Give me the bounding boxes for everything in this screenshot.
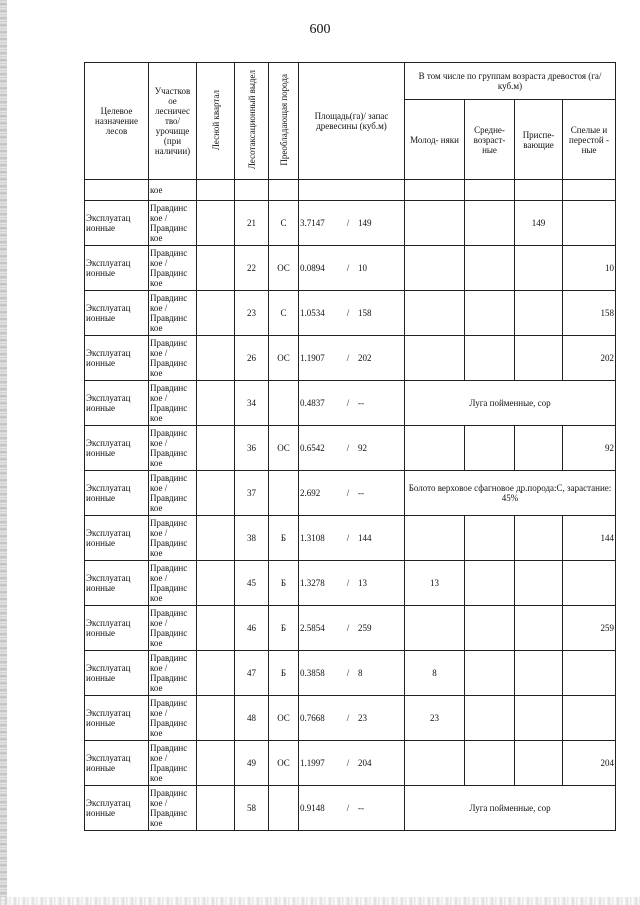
cell-plot: Правдинс кое / Правдинс кое: [149, 291, 197, 336]
header-plot: Участков ое лесничес тво/ урочище (при наличии): [149, 63, 197, 180]
cell-plot: Правдинс кое / Правдинс кое: [149, 201, 197, 246]
wood-volume: --: [358, 398, 364, 408]
cell-area: [299, 381, 405, 426]
cell-allotment: [235, 180, 269, 201]
cell-area: [299, 561, 405, 606]
cell-area: [299, 516, 405, 561]
cell-area: [299, 696, 405, 741]
header-quarter: Лесной квартал: [197, 63, 235, 180]
cell-purpose: Эксплуатац ионные: [85, 786, 149, 831]
header-age-group: В том числе по группам возраста древостоя (га/ куб.м): [405, 63, 616, 100]
wood-volume: 158: [358, 308, 372, 318]
area-hectares: 0.9148: [300, 803, 325, 813]
cell-young: 8: [405, 651, 465, 696]
forest-inventory-table: [84, 62, 616, 831]
cell-quarter: [197, 561, 235, 606]
page-number: 600: [309, 22, 331, 37]
cell-mature: [563, 651, 616, 696]
area-hectares: 2.692: [300, 488, 321, 498]
cell-middle: [465, 201, 515, 246]
cell-middle: [465, 336, 515, 381]
cell-land-note: Луга пойменные, сор: [405, 381, 616, 426]
cell-young: [405, 426, 465, 471]
cell-middle: [465, 741, 515, 786]
cell-area: [299, 651, 405, 696]
area-separator: /: [346, 533, 350, 543]
area-hectares: 1.3278: [300, 578, 325, 588]
cell-allotment: 49: [235, 741, 269, 786]
cell-young: [405, 180, 465, 201]
table-row: [85, 201, 616, 246]
cell-purpose: Эксплуатац ионные: [85, 516, 149, 561]
cell-mature: [563, 180, 616, 201]
cell-quarter: [197, 786, 235, 831]
wood-volume: --: [358, 803, 364, 813]
cell-purpose: Эксплуатац ионные: [85, 426, 149, 471]
cell-mature: 158: [563, 291, 616, 336]
cell-allotment: 48: [235, 696, 269, 741]
area-hectares: 1.1907: [300, 353, 325, 363]
cell-maturing: [515, 561, 563, 606]
wood-volume: 259: [358, 623, 372, 633]
area-hectares: 0.3858: [300, 668, 325, 678]
cell-plot: Правдинс кое / Правдинс кое: [149, 336, 197, 381]
area-separator: /: [346, 263, 350, 273]
area-hectares: 0.7668: [300, 713, 325, 723]
cell-plot: Правдинс кое / Правдинс кое: [149, 381, 197, 426]
cell-maturing: [515, 180, 563, 201]
cell-quarter: [197, 291, 235, 336]
table-row: [85, 291, 616, 336]
table-row: [85, 786, 616, 831]
cell-young: 13: [405, 561, 465, 606]
table-row: [85, 561, 616, 606]
cell-species: Б: [269, 516, 299, 561]
cell-purpose: Эксплуатац ионные: [85, 561, 149, 606]
scan-edge-left: [0, 0, 7, 905]
cell-purpose: Эксплуатац ионные: [85, 201, 149, 246]
cell-young: [405, 201, 465, 246]
cell-quarter: [197, 516, 235, 561]
cell-quarter: [197, 651, 235, 696]
header-species: Преобладающая порода: [269, 63, 299, 180]
area-hectares: 0.4837: [300, 398, 325, 408]
cell-species: [269, 786, 299, 831]
cell-species: ОС: [269, 246, 299, 291]
area-hectares: 3.7147: [300, 218, 325, 228]
wood-volume: 204: [358, 758, 372, 768]
area-separator: /: [346, 398, 350, 408]
cell-area: [299, 246, 405, 291]
cell-maturing: 149: [515, 201, 563, 246]
area-separator: /: [346, 668, 350, 678]
cell-plot: Правдинс кое / Правдинс кое: [149, 741, 197, 786]
wood-volume: --: [358, 488, 364, 498]
cell-allotment: 21: [235, 201, 269, 246]
cell-allotment: 46: [235, 606, 269, 651]
cell-allotment: 37: [235, 471, 269, 516]
cell-purpose: Эксплуатац ионные: [85, 651, 149, 696]
cell-maturing: [515, 516, 563, 561]
cell-quarter: [197, 696, 235, 741]
cell-quarter: [197, 471, 235, 516]
cell-middle: [465, 426, 515, 471]
cell-young: [405, 516, 465, 561]
header-purpose: Целевое назначение лесов: [85, 63, 149, 180]
table-row-continuation: [85, 180, 616, 201]
area-separator: /: [346, 443, 350, 453]
cell-species: Б: [269, 651, 299, 696]
cell-species: [269, 381, 299, 426]
cell-plot: Правдинс кое / Правдинс кое: [149, 696, 197, 741]
cell-middle: [465, 561, 515, 606]
wood-volume: 202: [358, 353, 372, 363]
wood-volume: 144: [358, 533, 372, 543]
area-separator: /: [346, 758, 350, 768]
wood-volume: 149: [358, 218, 372, 228]
table-row: [85, 606, 616, 651]
cell-land-note: Болото верховое сфагновое др.порода:С, зарастание: 45%: [405, 471, 616, 516]
cell-young: [405, 606, 465, 651]
cell-quarter: [197, 741, 235, 786]
cell-area: [299, 426, 405, 471]
area-hectares: 1.3108: [300, 533, 325, 543]
area-hectares: 0.0894: [300, 263, 325, 273]
table-row: [85, 471, 616, 516]
cell-mature: 259: [563, 606, 616, 651]
area-separator: /: [346, 713, 350, 723]
cell-plot: Правдинс кое / Правдинс кое: [149, 516, 197, 561]
wood-volume: 92: [358, 443, 367, 453]
cell-quarter: [197, 201, 235, 246]
cell-middle: [465, 516, 515, 561]
cell-plot: Правдинс кое / Правдинс кое: [149, 246, 197, 291]
cell-species: ОС: [269, 741, 299, 786]
cell-plot: Правдинс кое / Правдинс кое: [149, 426, 197, 471]
area-separator: /: [346, 488, 350, 498]
cell-young: [405, 246, 465, 291]
cell-quarter: [197, 606, 235, 651]
cell-area: [299, 606, 405, 651]
header-middle: Средне- возраст- ные: [465, 100, 515, 180]
cell-purpose: Эксплуатац ионные: [85, 696, 149, 741]
header-young: Молод- няки: [405, 100, 465, 180]
header-allotment: Лесотаксационный выдел: [235, 63, 269, 180]
cell-species: ОС: [269, 696, 299, 741]
cell-area: [299, 741, 405, 786]
area-separator: /: [346, 218, 350, 228]
cell-young: 23: [405, 696, 465, 741]
cell-purpose: Эксплуатац ионные: [85, 606, 149, 651]
cell-maturing: [515, 291, 563, 336]
table-row: [85, 381, 616, 426]
cell-allotment: 34: [235, 381, 269, 426]
header-mature: Спелые и перестой - ные: [563, 100, 616, 180]
cell-mature: 10: [563, 246, 616, 291]
cell-allotment: 26: [235, 336, 269, 381]
cell-mature: 204: [563, 741, 616, 786]
cell-quarter: [197, 246, 235, 291]
cell-maturing: [515, 606, 563, 651]
cell-allotment: 58: [235, 786, 269, 831]
cell-middle: [465, 291, 515, 336]
cell-area: [299, 291, 405, 336]
cell-species: С: [269, 201, 299, 246]
cell-purpose: [85, 180, 149, 201]
area-hectares: 2.5854: [300, 623, 325, 633]
cell-species: Б: [269, 606, 299, 651]
cell-species: ОС: [269, 426, 299, 471]
cell-quarter: [197, 336, 235, 381]
cell-area: [299, 786, 405, 831]
area-hectares: 1.0534: [300, 308, 325, 318]
cell-species: ОС: [269, 336, 299, 381]
cell-allotment: 45: [235, 561, 269, 606]
cell-mature: [563, 201, 616, 246]
wood-volume: 13: [358, 578, 367, 588]
cell-mature: [563, 696, 616, 741]
cell-species: [269, 471, 299, 516]
cell-area: [299, 336, 405, 381]
table-row: [85, 426, 616, 471]
table-row: [85, 651, 616, 696]
cell-maturing: [515, 696, 563, 741]
header-area: Площадь(га)/ запас древесины (куб.м): [299, 63, 405, 180]
cell-middle: [465, 696, 515, 741]
cell-area: [299, 471, 405, 516]
cell-land-note: Луга пойменные, сор: [405, 786, 616, 831]
cell-purpose: Эксплуатац ионные: [85, 381, 149, 426]
cell-mature: [563, 561, 616, 606]
area-separator: /: [346, 578, 350, 588]
table-body: [85, 180, 616, 831]
cell-purpose: Эксплуатац ионные: [85, 471, 149, 516]
cell-mature: 92: [563, 426, 616, 471]
table-row: [85, 741, 616, 786]
area-separator: /: [346, 353, 350, 363]
cell-maturing: [515, 246, 563, 291]
cell-mature: 144: [563, 516, 616, 561]
cell-purpose: Эксплуатац ионные: [85, 291, 149, 336]
cell-middle: [465, 246, 515, 291]
cell-plot: кое: [149, 180, 197, 201]
cell-quarter: [197, 381, 235, 426]
cell-middle: [465, 180, 515, 201]
cell-plot: Правдинс кое / Правдинс кое: [149, 471, 197, 516]
wood-volume: 10: [358, 263, 367, 273]
table-row: [85, 336, 616, 381]
area-separator: /: [346, 308, 350, 318]
area-hectares: 0.6542: [300, 443, 325, 453]
cell-allotment: 36: [235, 426, 269, 471]
cell-plot: Правдинс кое / Правдинс кое: [149, 606, 197, 651]
cell-allotment: 38: [235, 516, 269, 561]
table-header: [85, 63, 616, 180]
cell-quarter: [197, 426, 235, 471]
wood-volume: 8: [358, 668, 363, 678]
cell-area: [299, 180, 405, 201]
cell-purpose: Эксплуатац ионные: [85, 741, 149, 786]
cell-allotment: 23: [235, 291, 269, 336]
cell-allotment: 22: [235, 246, 269, 291]
cell-plot: Правдинс кое / Правдинс кое: [149, 561, 197, 606]
cell-allotment: 47: [235, 651, 269, 696]
wood-volume: 23: [358, 713, 367, 723]
cell-quarter: [197, 180, 235, 201]
cell-species: С: [269, 291, 299, 336]
cell-area: [299, 201, 405, 246]
area-separator: /: [346, 803, 350, 813]
cell-maturing: [515, 426, 563, 471]
scan-edge-bottom: [0, 897, 640, 905]
header-maturing: Приспе- вающие: [515, 100, 563, 180]
cell-purpose: Эксплуатац ионные: [85, 246, 149, 291]
cell-plot: Правдинс кое / Правдинс кое: [149, 786, 197, 831]
cell-maturing: [515, 741, 563, 786]
table-row: [85, 516, 616, 561]
cell-species: [269, 180, 299, 201]
cell-young: [405, 336, 465, 381]
cell-middle: [465, 606, 515, 651]
cell-middle: [465, 651, 515, 696]
area-separator: /: [346, 623, 350, 633]
cell-young: [405, 291, 465, 336]
cell-young: [405, 741, 465, 786]
cell-mature: 202: [563, 336, 616, 381]
cell-purpose: Эксплуатац ионные: [85, 336, 149, 381]
cell-maturing: [515, 651, 563, 696]
cell-plot: Правдинс кое / Правдинс кое: [149, 651, 197, 696]
cell-maturing: [515, 336, 563, 381]
area-hectares: 1.1997: [300, 758, 325, 768]
cell-species: Б: [269, 561, 299, 606]
table-row: [85, 246, 616, 291]
table-row: [85, 696, 616, 741]
